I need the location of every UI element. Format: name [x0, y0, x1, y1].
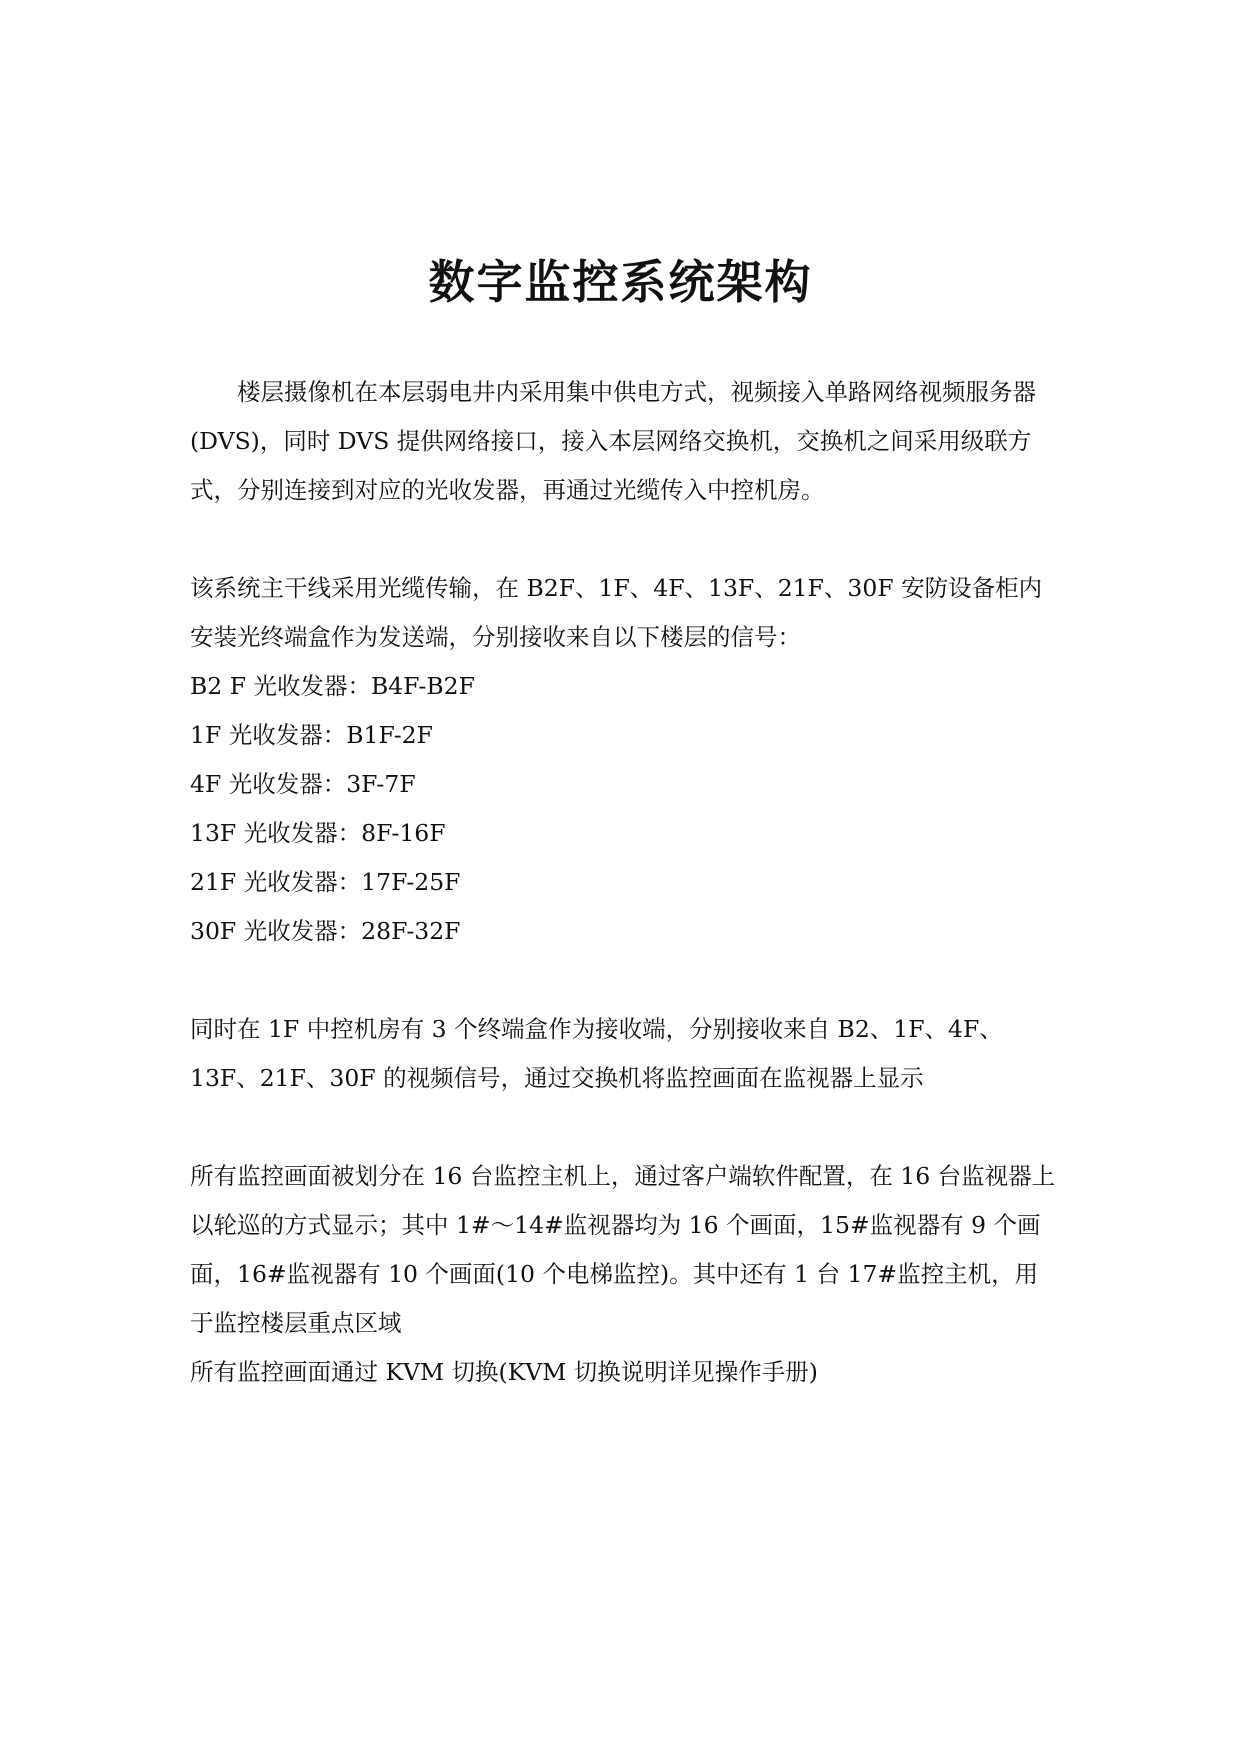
- paragraph-kvm: 所有监控画面通过 KVM 切换(KVM 切换说明详见操作手册): [190, 1358, 818, 1386]
- receiver-item: B2 F 光收发器：B4F-B2F: [190, 672, 475, 700]
- receiver-item: 30F 光收发器：28F-32F: [190, 917, 461, 945]
- paragraph-monitor-hosts: 所有监控画面被划分在 16 台监控主机上，通过客户端软件配置，在 16 台监视器上以轮巡的方式显示；其中 1#～14#监视器均为 16 个画面，15#监视器有 9 个画面，16#监视器有 10 个画面(10 个电梯监控)。其中还有 1 台 17#监控主机，用于监控楼层重点区域: [190, 1162, 1056, 1337]
- receiver-item: 1F 光收发器：B1F-2F: [190, 721, 433, 749]
- paragraph-spacer: [190, 1103, 1060, 1152]
- document-title: 数字监控系统架构: [428, 255, 813, 309]
- paragraph-control-room: 同时在 1F 中控机房有 3 个终端盒作为接收端，分别接收来自 B2、1F、4F、13F、21F、30F 的视频信号，通过交换机将监控画面在监视器上显示: [190, 1015, 1003, 1092]
- paragraph-camera-power: 楼层摄像机在本层弱电井内采用集中供电方式，视频接入单路网络视频服务器(DVS)，同时 DVS 提供网络接口，接入本层网络交换机，交换机之间采用级联方式，分别连接到对应的光收发器，再通过光缆传入中控机房。: [190, 378, 1036, 504]
- receiver-item: 13F 光收发器：8F-16F: [190, 819, 446, 847]
- paragraph-spacer: [190, 515, 1060, 564]
- receiver-item: 21F 光收发器：17F-25F: [190, 868, 461, 896]
- receiver-list: [190, 662, 1060, 956]
- paragraph-spacer: [190, 956, 1060, 1005]
- paragraph-backbone: 该系统主干线采用光缆传输，在 B2F、1F、4F、13F、21F、30F 安防设备柜内安装光终端盒作为发送端，分别接收来自以下楼层的信号：: [190, 574, 1043, 651]
- receiver-item: 4F 光收发器：3F-7F: [190, 770, 416, 798]
- document-body: [190, 368, 1060, 1397]
